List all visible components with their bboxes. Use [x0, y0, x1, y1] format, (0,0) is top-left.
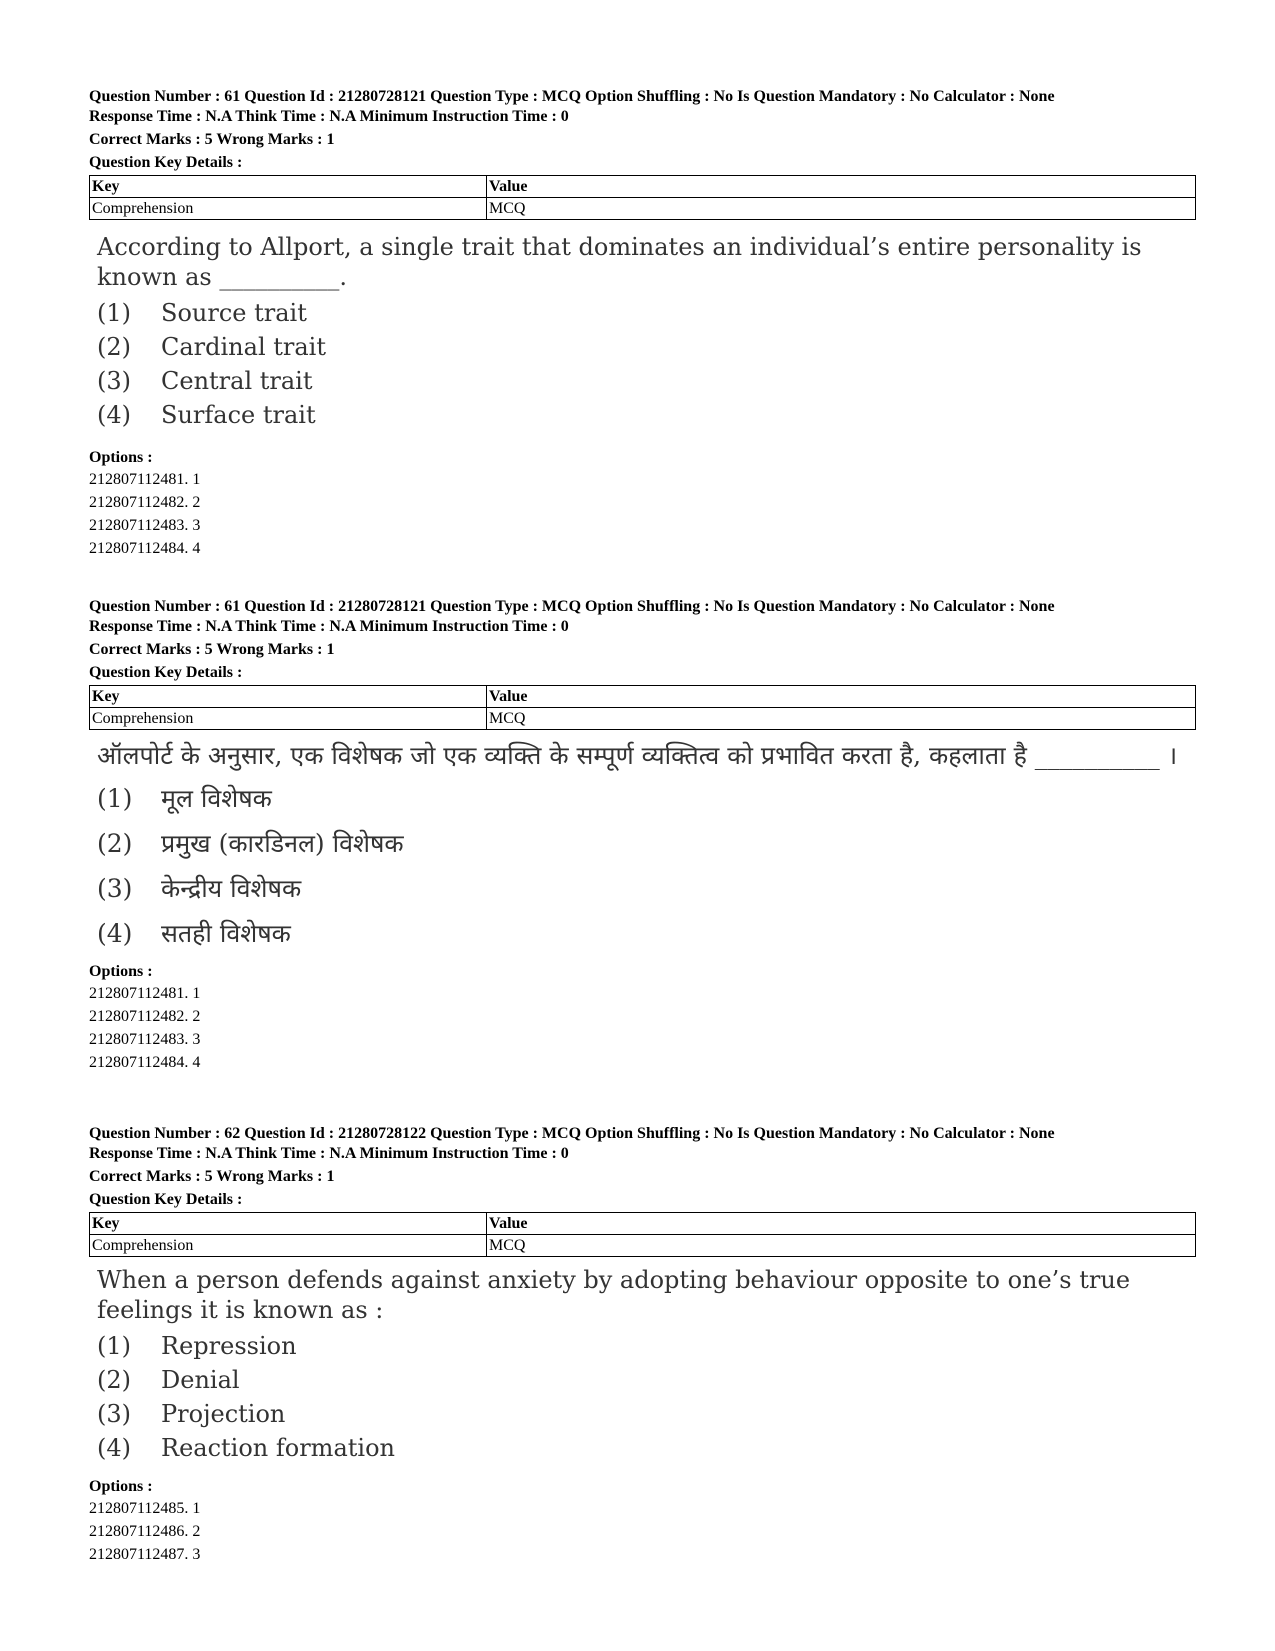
choice-number: (1)	[97, 784, 133, 813]
choice-text: सतही विशेषक	[161, 919, 291, 948]
table-header-value: Value	[487, 686, 1196, 708]
table-cell-key: Comprehension	[90, 198, 487, 220]
table-cell-key: Comprehension	[90, 1235, 487, 1257]
question-key-table	[89, 685, 1196, 730]
choice-number: (1)	[97, 299, 131, 327]
answer-choice	[97, 1431, 1196, 1465]
answer-choices	[97, 776, 1196, 956]
option-id: 212807112486. 2	[89, 1523, 201, 1540]
question-timing-line: Response Time : N.A Think Time : N.A Minimum Instruction Time : 0	[89, 1145, 569, 1162]
table-header-row	[90, 176, 1196, 198]
table-header-key: Key	[90, 686, 487, 708]
answer-choice	[97, 866, 1196, 911]
choice-number: (4)	[97, 1434, 131, 1462]
question-timing-line: Response Time : N.A Think Time : N.A Minimum Instruction Time : 0	[89, 618, 569, 635]
answer-choice	[97, 296, 1196, 330]
choice-text: Source trait	[161, 299, 307, 327]
question-block	[89, 1124, 1196, 1566]
option-id: 212807112481. 1	[89, 471, 201, 488]
option-id: 212807112482. 2	[89, 1008, 201, 1025]
option-id: 212807112483. 3	[89, 517, 201, 534]
choice-number: (2)	[97, 829, 133, 858]
choice-text: Cardinal trait	[161, 333, 326, 361]
choice-text: Surface trait	[161, 401, 316, 429]
question-meta-line: Question Number : 61 Question Id : 21280728121 Question Type : MCQ Option Shuffling : No Is Question Mandatory : No Calculator : None	[89, 88, 1055, 105]
answer-choice	[97, 1363, 1196, 1397]
question-marks: Correct Marks : 5 Wrong Marks : 1	[89, 131, 335, 148]
answer-choice	[97, 821, 1196, 866]
question-key-details-label: Question Key Details :	[89, 664, 243, 681]
option-id: 212807112484. 4	[89, 1054, 201, 1071]
question-text: When a person defends against anxiety by adopting behaviour opposite to one’s true feelings it is known as :	[97, 1266, 1131, 1324]
table-cell-value: MCQ	[487, 708, 1196, 730]
answer-choice	[97, 776, 1196, 821]
question-marks: Correct Marks : 5 Wrong Marks : 1	[89, 1168, 335, 1185]
answer-choice	[97, 330, 1196, 364]
table-header-row	[90, 1213, 1196, 1235]
question-text: ऑलपोर्ट के अनुसार, एक विशेषक जो एक व्यक्ति के सम्पूर्ण व्यक्तित्व को प्रभावित करता है, कहलाता है __________ ।	[97, 741, 1178, 770]
answer-choice	[97, 1329, 1196, 1363]
question-text: According to Allport, a single trait that dominates an individual’s entire personality is known as __________.	[97, 233, 1142, 291]
table-cell-value: MCQ	[487, 1235, 1196, 1257]
choice-number: (1)	[97, 1332, 131, 1360]
table-cell-value: MCQ	[487, 198, 1196, 220]
answer-choice	[97, 398, 1196, 432]
option-id: 212807112482. 2	[89, 494, 201, 511]
choice-text: मूल विशेषक	[161, 784, 272, 813]
option-id: 212807112485. 1	[89, 1500, 201, 1517]
options-label: Options :	[89, 449, 153, 466]
question-block	[89, 87, 1196, 560]
option-id: 212807112481. 1	[89, 985, 201, 1002]
choice-text: Denial	[161, 1366, 240, 1394]
answer-choices	[97, 296, 1196, 432]
choice-number: (2)	[97, 1366, 131, 1394]
table-header-row	[90, 686, 1196, 708]
question-block	[89, 597, 1196, 1074]
question-marks: Correct Marks : 5 Wrong Marks : 1	[89, 641, 335, 658]
question-key-details-label: Question Key Details :	[89, 1191, 243, 1208]
question-key-details-label: Question Key Details :	[89, 154, 243, 171]
choice-number: (2)	[97, 333, 131, 361]
choice-number: (4)	[97, 919, 133, 948]
choice-number: (3)	[97, 1400, 131, 1428]
choice-text: केन्द्रीय विशेषक	[161, 874, 302, 903]
option-id: 212807112483. 3	[89, 1031, 201, 1048]
answer-choice	[97, 1397, 1196, 1431]
table-row	[90, 708, 1196, 730]
question-timing-line: Response Time : N.A Think Time : N.A Minimum Instruction Time : 0	[89, 108, 569, 125]
option-id: 212807112487. 3	[89, 1546, 201, 1563]
answer-choices	[97, 1329, 1196, 1465]
choice-number: (3)	[97, 367, 131, 395]
choice-number: (3)	[97, 874, 133, 903]
options-label: Options :	[89, 1478, 153, 1495]
question-meta-line: Question Number : 61 Question Id : 21280728121 Question Type : MCQ Option Shuffling : No Is Question Mandatory : No Calculator : None	[89, 598, 1055, 615]
choice-text: Projection	[161, 1400, 286, 1428]
options-label: Options :	[89, 963, 153, 980]
choice-text: Central trait	[161, 367, 313, 395]
table-header-value: Value	[487, 1213, 1196, 1235]
choice-text: Repression	[161, 1332, 297, 1360]
question-key-table	[89, 1212, 1196, 1257]
answer-choice	[97, 911, 1196, 956]
table-header-key: Key	[90, 1213, 487, 1235]
table-header-key: Key	[90, 176, 487, 198]
choice-number: (4)	[97, 401, 131, 429]
question-meta-line: Question Number : 62 Question Id : 21280728122 Question Type : MCQ Option Shuffling : No Is Question Mandatory : No Calculator : None	[89, 1125, 1055, 1142]
option-id: 212807112484. 4	[89, 540, 201, 557]
choice-text: प्रमुख (कारडिनल) विशेषक	[161, 829, 404, 858]
answer-choice	[97, 364, 1196, 398]
table-header-value: Value	[487, 176, 1196, 198]
question-key-table	[89, 175, 1196, 220]
choice-text: Reaction formation	[161, 1434, 395, 1462]
table-row	[90, 198, 1196, 220]
table-row	[90, 1235, 1196, 1257]
table-cell-key: Comprehension	[90, 708, 487, 730]
